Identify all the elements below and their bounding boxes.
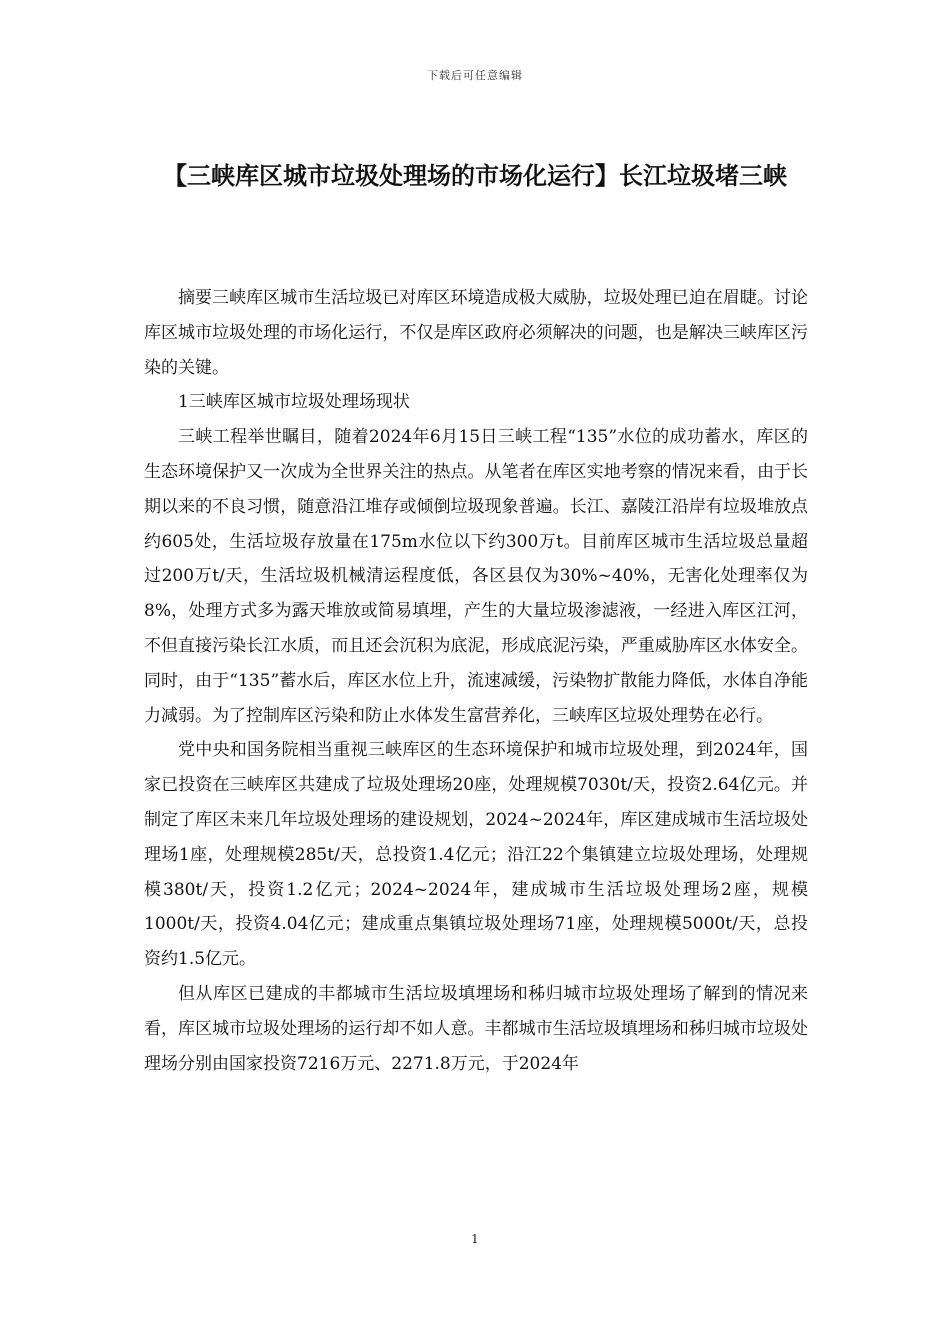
body-paragraph: 党中央和国务院相当重视三峡库区的生态环境保护和城市垃圾处理，到2024年，国家已投资在三峡库区共建成了垃圾处理场20座，处理规模7030t/天，投资2.64亿元。并制定了库区未来几年垃圾处理场的建设规划，2024~2024年，库区建成城市生活垃圾处理场1座，处理规模285t/天，总投资1.4亿元；沿江22个集镇建立垃圾处理场，处理规模380t/天，投资1.2亿元；2024~2024年，建成城市生活垃圾处理场2座，规模1000t/天，投资4.04亿元；建成重点集镇垃圾处理场71座，处理规模5000t/天，总投资约1.5亿元。 — [144, 740, 808, 970]
document-body — [144, 281, 808, 1081]
page-number: 1 — [471, 1232, 479, 1246]
body-paragraph: 三峡工程举世瞩目，随着2024年6月15日三峡工程“135”水位的成功蓄水，库区的生态环境保护又一次成为全世界关注的热点。从笔者在库区实地考察的情况来看，由于长期以来的不良习惯，随意沿江堆存或倾倒垃圾现象普遍。长江、嘉陵江沿岸有垃圾堆放点约605处，生活垃圾存放量在175m水位以下约300万t。目前库区城市生活垃圾总量超过200万t/天，生活垃圾机械清运程度低，各区县仅为30%~40%，无害化处理率仅为8%，处理方式多为露天堆放或简易填埋，产生的大量垃圾渗滤液，一经进入库区江河，不但直接污染长江水质，而且还会沉积为底泥，形成底泥污染，严重威胁库区水体安全。同时，由于“135”蓄水后，库区水位上升，流速减缓，污染物扩散能力降低，水体自净能力减弱。为了控制库区污染和防止水体发生富营养化，三峡库区垃圾处理势在必行。 — [144, 427, 808, 726]
abstract-paragraph: 摘要三峡库区城市生活垃圾已对库区环境造成极大威胁，垃圾处理已迫在眉睫。讨论库区城市垃圾处理的市场化运行，不仅是库区政府必须解决的问题，也是解决三峡库区污染的关键。 — [144, 288, 808, 378]
document-title: 【三峡库区城市垃圾处理场的市场化运行】长江垃圾堵三峡 — [163, 162, 787, 190]
header-note: 下载后可任意编辑 — [427, 69, 523, 82]
section-heading: 1三峡库区城市垃圾处理场现状 — [178, 392, 410, 413]
body-paragraph: 但从库区已建成的丰都城市生活垃圾填埋场和秭归城市垃圾处理场了解到的情况来看，库区城市垃圾处理场的运行却不如人意。丰都城市生活垃圾填埋场和秭归城市垃圾处理场分别由国家投资7216万元、2271.8万元，于2024年 — [144, 983, 808, 1074]
